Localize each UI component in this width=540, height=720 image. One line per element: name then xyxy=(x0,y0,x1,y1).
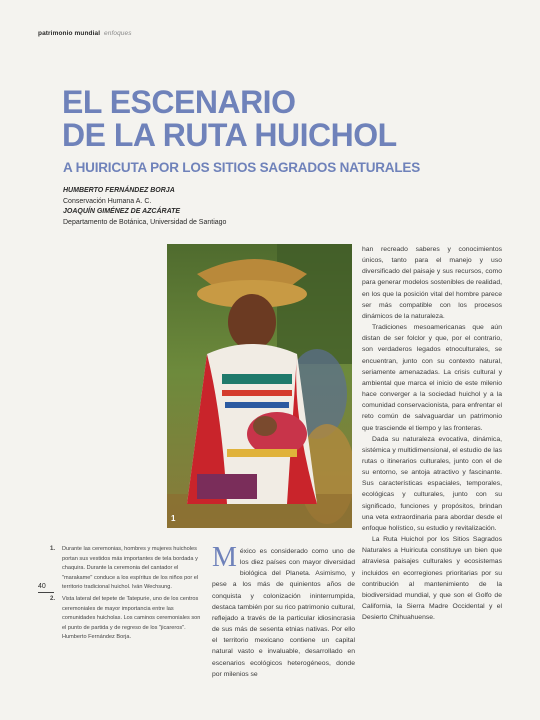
author-name: JOAQUÍN GIMÉNEZ DE AZCÁRATE xyxy=(63,208,181,215)
author-name: HUMBERTO FERNÁNDEZ BORJA xyxy=(63,187,175,194)
photo-number: 1 xyxy=(171,514,176,523)
page-number-rule xyxy=(38,592,54,593)
caption-text: Durante las ceremonias, hombres y mujeres huicholes portan sus vestidos más importantes de tela bordada y chaquira. Durante la ceremonia del cantador el "marakame" conduce a los espíritus de los niños por el territorio tradicional huichol. Iván Wechsung. xyxy=(62,546,199,591)
caption-2 xyxy=(50,595,202,643)
photo-captions xyxy=(50,545,202,645)
caption-number: 1. xyxy=(50,546,56,552)
header-section: patrimonio mundial xyxy=(38,30,101,37)
title-line-2: DE LA RUTA HUICHOL xyxy=(62,117,397,153)
caption-1 xyxy=(50,545,202,593)
page-number: 40 xyxy=(38,583,46,590)
running-header xyxy=(38,30,132,37)
title-line-1: EL ESCENARIO xyxy=(62,84,296,120)
article-title xyxy=(62,86,482,152)
drop-cap: M xyxy=(212,542,237,573)
body-column-right xyxy=(362,244,502,623)
body-paragraph: La Ruta Huichol por los Sitios Sagrados Naturales a Huiricuta constituye un bien que atraviesa paisajes culturales y ecosistemas incluidos en ecorregiones prioritarias por su contribución al mantenimiento de la biodiversidad mundial, y que son el Golfo de California, la Sierra Madre Occidental y el Desierto Chihuahuense. xyxy=(362,536,502,622)
body-paragraph: han recreado saberes y conocimientos únicos, tanto para el manejo y uso diversificado del paisaje y sus recursos, como para generar modelos sostenibles de realidad, en los que la posición vital del hombre parece ser más compatible con los procesos dinámicos de la naturaleza. xyxy=(362,246,502,320)
body-column-middle xyxy=(212,542,355,680)
header-subsection: enfoques xyxy=(104,30,132,37)
photo-illustration xyxy=(167,244,352,528)
author-affiliation: Departamento de Botánica, Universidad de Santiago xyxy=(63,218,227,226)
article-subtitle: A HUIRICUTA POR LOS SITIOS SAGRADOS NATURALES xyxy=(63,160,421,175)
body-paragraph: éxico es considerado como uno de los diez países con mayor diversidad biológica del Planeta. Asimismo, y pese a los más de quinientos años de conquista y colonización ininterrumpida, destaca también por su rico patrimonio cultural, reflejado a través de la particular idiosincrasia de sus más de sesenta etnias nativas. Por ello el territorio mexicano contiene un capital natural vasto e invaluable, desarrollado en escenarios ecológicos heterogéneos, donde por milenios se xyxy=(212,548,355,678)
author-affiliation: Conservación Humana A. C. xyxy=(63,197,152,205)
author-block xyxy=(63,186,226,228)
body-paragraph: Tradiciones mesoamericanas que aún distan de ser folclor y que, por el contrario, son verdaderos legados etnoculturales, se encuentran, junto con su contexto natural, seriamente amenazadas. La crisis cultural y ambiental que marca el inicio de este milenio hace converger a la sociedad huichol y a la comunidad conservacionista, para enfrentar el reto común de salvaguardar un patrimonio que trasciende el tiempo y las fronteras. xyxy=(362,324,502,432)
caption-text: Vista lateral del tepete de Tatepurie, uno de los centros ceremoniales de mayor importancia entre las comunidades huicholas. Los caminos ceremoniales son el punto de partida y de regreso de los "jicareros". Humberto Fernández Borja. xyxy=(62,595,201,641)
body-paragraph: Dada su naturaleza evocativa, dinámica, sistémica y multidimensional, el estudio de las rutas o itinerarios culturales, junto con el de su entorno, se antoja atractivo y fascinante. Sus características espaciales, temporales, ecológicas y culturales, junto con su significado, funciones y propósitos, brindan una veta extraordinaria para abordar desde el enfoque holístico, su estudio y revitalización. xyxy=(362,435,502,532)
caption-number: 2. xyxy=(50,595,56,602)
huichol-photo xyxy=(167,244,352,528)
